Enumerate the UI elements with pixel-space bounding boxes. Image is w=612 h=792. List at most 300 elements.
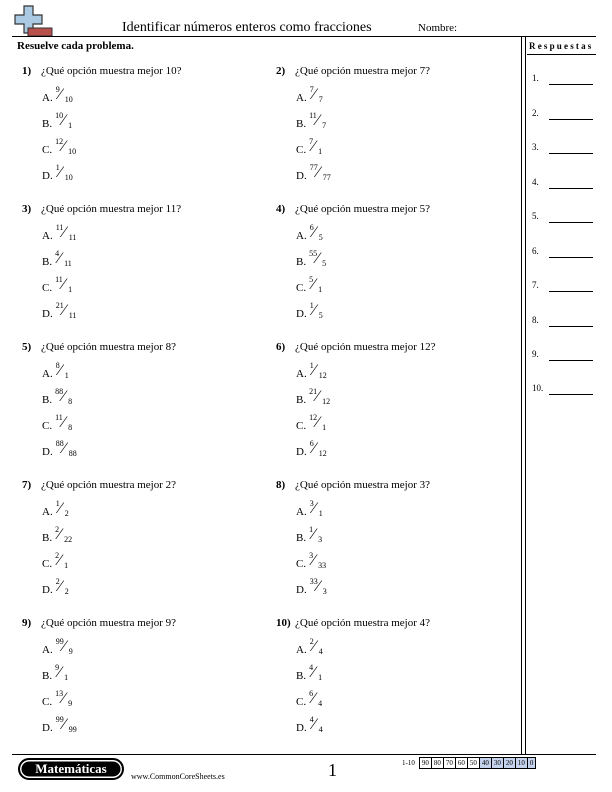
- fraction-slash: ⁄: [62, 224, 66, 241]
- fraction-slash: ⁄: [58, 526, 61, 543]
- fraction-denominator: 4: [318, 647, 323, 656]
- fraction-numerator: 1: [309, 361, 314, 370]
- footer-rule: [12, 754, 596, 755]
- problem-question: ¿Qué opción muestra mejor 9?: [41, 617, 177, 629]
- answer-number: 4.: [532, 177, 539, 187]
- fraction-slash: ⁄: [58, 164, 62, 181]
- problem-question: ¿Qué opción muestra mejor 2?: [41, 479, 177, 491]
- option-letter: C.: [42, 696, 53, 708]
- option-letter: A.: [42, 644, 53, 656]
- option-letter: B.: [296, 394, 307, 406]
- answer-option[interactable]: [296, 577, 350, 598]
- fraction: [309, 637, 350, 658]
- fraction: [55, 637, 96, 658]
- answer-option[interactable]: [296, 163, 350, 184]
- answer-option[interactable]: [42, 637, 96, 658]
- answer-option[interactable]: [42, 223, 96, 244]
- answer-blank[interactable]: [549, 291, 593, 292]
- fraction-slash: ⁄: [312, 552, 315, 569]
- option-letter: D.: [42, 722, 53, 734]
- answer-option[interactable]: [42, 413, 95, 434]
- fraction-denominator: 3: [322, 587, 327, 596]
- answer-option[interactable]: [42, 163, 96, 184]
- fraction-numerator: 4: [309, 663, 314, 672]
- fraction: [309, 413, 349, 434]
- fraction: [309, 301, 350, 322]
- answer-row: [532, 246, 596, 260]
- fraction: [309, 361, 350, 382]
- problem: [22, 65, 252, 195]
- problem-number: 3): [22, 203, 32, 215]
- fraction-slash: ⁄: [312, 500, 316, 517]
- fraction-denominator: 4: [318, 725, 323, 734]
- score-cell: 40: [479, 758, 491, 769]
- fraction: [55, 249, 95, 270]
- fraction-denominator: 7: [318, 95, 323, 104]
- problem: [276, 65, 506, 195]
- fraction-numerator: 11: [55, 275, 63, 284]
- option-letter: B.: [42, 118, 53, 130]
- answer-option[interactable]: [42, 387, 95, 408]
- answer-number: 8.: [532, 315, 539, 325]
- answer-row: [532, 383, 596, 397]
- fraction-numerator: 12: [309, 413, 318, 422]
- option-letter: C.: [42, 144, 53, 156]
- fraction-denominator: 8: [68, 423, 73, 432]
- problem-number: 6): [276, 341, 286, 353]
- fraction-slash: ⁄: [316, 250, 319, 267]
- fraction-numerator: 1: [309, 525, 314, 534]
- fraction-denominator: 11: [68, 233, 77, 242]
- fraction-denominator: 1: [64, 371, 69, 380]
- fraction: [55, 525, 95, 546]
- fraction-numerator: 11: [55, 223, 64, 232]
- answer-row: [532, 315, 596, 329]
- fraction: [55, 499, 96, 520]
- answer-option[interactable]: [296, 499, 350, 520]
- fraction: [309, 387, 349, 408]
- answer-option[interactable]: [296, 249, 349, 270]
- site-url: www.CommonCoreSheets.es: [131, 772, 225, 781]
- score-cell: 70: [443, 758, 455, 769]
- problem-question: ¿Qué opción muestra mejor 5?: [295, 203, 431, 215]
- answer-option[interactable]: [42, 525, 95, 546]
- answer-row: [532, 349, 596, 363]
- fraction-denominator: 1: [64, 561, 69, 570]
- fraction-slash: ⁄: [312, 224, 316, 241]
- fraction-numerator: 5: [309, 275, 314, 284]
- fraction: [309, 111, 349, 132]
- score-table: [400, 757, 536, 769]
- fraction-numerator: 88: [55, 439, 64, 448]
- problem-question: ¿Qué opción muestra mejor 10?: [41, 65, 182, 77]
- answer-option[interactable]: [42, 439, 96, 460]
- fraction-denominator: 1: [318, 509, 323, 518]
- option-letter: C.: [42, 558, 53, 570]
- answer-option[interactable]: [42, 715, 96, 736]
- fraction: [309, 551, 349, 572]
- problem-question: ¿Qué opción muestra mejor 12?: [295, 341, 436, 353]
- fraction-slash: ⁄: [62, 638, 66, 655]
- answer-blank[interactable]: [549, 188, 593, 189]
- answer-option[interactable]: [42, 551, 95, 572]
- answer-number: 6.: [532, 246, 539, 256]
- problem-number: 8): [276, 479, 286, 491]
- fraction-numerator: 7: [309, 137, 314, 146]
- fraction-numerator: 3: [309, 499, 314, 508]
- fraction: [55, 111, 95, 132]
- answer-option[interactable]: [296, 525, 349, 546]
- fraction: [55, 361, 96, 382]
- plus-minus-logo-icon: [10, 4, 56, 38]
- option-letter: B.: [42, 256, 53, 268]
- problem-number: 2): [276, 65, 286, 77]
- score-cell: 50: [467, 758, 479, 769]
- fraction-slash: ⁄: [58, 362, 62, 379]
- fraction-denominator: 1: [64, 673, 69, 682]
- fraction-denominator: 11: [64, 259, 72, 268]
- answer-blank[interactable]: [549, 326, 593, 327]
- fraction-numerator: 55: [309, 249, 318, 258]
- fraction-numerator: 33: [309, 577, 318, 586]
- fraction-numerator: 8: [55, 361, 60, 370]
- answer-number: 9.: [532, 349, 539, 359]
- fraction: [309, 223, 350, 244]
- answer-blank[interactable]: [549, 84, 593, 85]
- option-letter: B.: [42, 532, 53, 544]
- fraction-denominator: 12: [322, 397, 331, 406]
- fraction-slash: ⁄: [316, 388, 319, 405]
- fraction-slash: ⁄: [58, 552, 61, 569]
- answer-option[interactable]: [42, 275, 95, 296]
- fraction-slash: ⁄: [312, 302, 316, 319]
- fraction-numerator: 6: [309, 689, 314, 698]
- answer-row: [532, 108, 596, 122]
- fraction: [309, 163, 350, 184]
- answer-option[interactable]: [42, 577, 96, 598]
- answer-number: 3.: [532, 142, 539, 152]
- answer-option[interactable]: [42, 249, 95, 270]
- problem-question: ¿Qué opción muestra mejor 11?: [41, 203, 182, 215]
- answer-column-divider: [521, 36, 522, 754]
- fraction-denominator: 1: [318, 673, 323, 682]
- fraction: [309, 137, 349, 158]
- fraction-slash: ⁄: [62, 112, 65, 129]
- fraction-numerator: 12: [55, 137, 64, 146]
- option-letter: B.: [296, 118, 307, 130]
- fraction: [55, 551, 95, 572]
- problem: [276, 203, 506, 333]
- option-letter: B.: [296, 670, 307, 682]
- fraction-denominator: 11: [68, 311, 77, 320]
- fraction-numerator: 6: [309, 439, 314, 448]
- answer-row: [532, 142, 596, 156]
- problem-number: 4): [276, 203, 286, 215]
- fraction-denominator: 9: [68, 699, 73, 708]
- fraction-denominator: 88: [68, 449, 77, 458]
- score-cell: 10: [515, 758, 527, 769]
- problem: [276, 617, 506, 747]
- problem: [22, 203, 252, 333]
- problem-question: ¿Qué opción muestra mejor 7?: [295, 65, 431, 77]
- option-letter: A.: [296, 644, 307, 656]
- answer-blank[interactable]: [549, 360, 593, 361]
- problem: [276, 341, 506, 471]
- fraction-slash: ⁄: [58, 86, 62, 103]
- score-cell: 80: [431, 758, 443, 769]
- answer-option[interactable]: [296, 387, 349, 408]
- problem: [22, 479, 252, 609]
- fraction-numerator: 2: [309, 637, 314, 646]
- problem-number: 10): [276, 617, 291, 629]
- fraction-denominator: 99: [68, 725, 77, 734]
- answer-row: [532, 177, 596, 191]
- answer-option[interactable]: [296, 111, 349, 132]
- answer-option[interactable]: [296, 137, 349, 158]
- fraction: [309, 439, 350, 460]
- fraction-denominator: 1: [322, 423, 327, 432]
- problem-question: ¿Qué opción muestra mejor 8?: [41, 341, 177, 353]
- answer-option[interactable]: [42, 85, 96, 106]
- answer-number: 1.: [532, 73, 539, 83]
- fraction-slash: ⁄: [62, 302, 66, 319]
- answer-option[interactable]: [42, 301, 96, 322]
- fraction-slash: ⁄: [62, 716, 66, 733]
- fraction-denominator: 3: [318, 535, 323, 544]
- fraction-slash: ⁄: [62, 690, 65, 707]
- option-letter: A.: [42, 92, 53, 104]
- fraction-denominator: 10: [64, 173, 73, 182]
- fraction-numerator: 1: [55, 499, 60, 508]
- option-letter: A.: [42, 506, 53, 518]
- fraction-denominator: 1: [318, 147, 323, 156]
- answer-blank[interactable]: [549, 119, 593, 120]
- fraction-slash: ⁄: [316, 578, 320, 595]
- fraction-numerator: 77: [309, 163, 318, 172]
- answer-option[interactable]: [296, 439, 350, 460]
- problem-number: 1): [22, 65, 32, 77]
- fraction: [309, 525, 349, 546]
- answer-option[interactable]: [296, 85, 350, 106]
- fraction: [55, 577, 96, 598]
- answer-blank[interactable]: [549, 153, 593, 154]
- answer-blank[interactable]: [549, 394, 593, 395]
- answer-option[interactable]: [296, 551, 349, 572]
- option-letter: A.: [296, 506, 307, 518]
- answer-row: [532, 73, 596, 87]
- option-letter: A.: [296, 230, 307, 242]
- answer-option[interactable]: [296, 689, 349, 710]
- fraction-denominator: 10: [68, 147, 77, 156]
- option-letter: D.: [296, 584, 307, 596]
- fraction-numerator: 6: [309, 223, 314, 232]
- option-letter: A.: [296, 368, 307, 380]
- fraction: [55, 223, 96, 244]
- fraction-numerator: 1: [55, 163, 60, 172]
- answer-column-divider-inner: [525, 36, 526, 754]
- fraction-slash: ⁄: [316, 112, 319, 129]
- fraction-denominator: 77: [322, 173, 331, 182]
- answer-option[interactable]: [296, 715, 350, 736]
- answer-option[interactable]: [42, 111, 95, 132]
- fraction: [55, 85, 96, 106]
- fraction: [309, 577, 350, 598]
- subject-badge: Matemáticas: [18, 758, 124, 780]
- fraction: [55, 301, 96, 322]
- option-letter: B.: [296, 256, 307, 268]
- option-letter: D.: [42, 584, 53, 596]
- fraction-slash: ⁄: [312, 638, 316, 655]
- fraction-slash: ⁄: [312, 276, 315, 293]
- fraction-slash: ⁄: [62, 138, 65, 155]
- fraction-numerator: 99: [55, 637, 64, 646]
- problem: [22, 341, 252, 471]
- answer-number: 7.: [532, 280, 539, 290]
- fraction-slash: ⁄: [58, 664, 61, 681]
- score-cell: 0: [527, 758, 536, 769]
- fraction-numerator: 9: [55, 85, 60, 94]
- fraction-numerator: 21: [309, 387, 318, 396]
- answer-blank[interactable]: [549, 257, 593, 258]
- problem-question: ¿Qué opción muestra mejor 4?: [295, 617, 431, 629]
- fraction-numerator: 21: [55, 301, 64, 310]
- fraction-denominator: 9: [68, 647, 73, 656]
- answer-blank[interactable]: [549, 222, 593, 223]
- name-label: Nombre:: [418, 22, 458, 34]
- page-title: Identificar números enteros como fracciones: [122, 20, 372, 35]
- option-letter: D.: [296, 446, 307, 458]
- option-letter: C.: [42, 420, 53, 432]
- fraction-denominator: 2: [64, 587, 69, 596]
- problem-number: 5): [22, 341, 32, 353]
- problem: [276, 479, 506, 609]
- answer-number: 2.: [532, 108, 539, 118]
- fraction-slash: ⁄: [312, 664, 315, 681]
- instructions: Resuelve cada problema.: [17, 40, 134, 52]
- fraction-slash: ⁄: [316, 414, 319, 431]
- fraction-slash: ⁄: [58, 500, 62, 517]
- option-letter: D.: [296, 170, 307, 182]
- fraction: [309, 275, 349, 296]
- answer-option[interactable]: [42, 137, 95, 158]
- fraction-denominator: 1: [68, 285, 73, 294]
- fraction-slash: ⁄: [312, 138, 315, 155]
- fraction-slash: ⁄: [312, 526, 315, 543]
- fraction: [55, 413, 95, 434]
- fraction-numerator: 2: [55, 577, 60, 586]
- answers-heading: Respuestas: [529, 41, 594, 51]
- answer-option[interactable]: [296, 301, 350, 322]
- option-letter: D.: [296, 722, 307, 734]
- score-range-label: 1-10: [402, 759, 415, 767]
- answer-option[interactable]: [42, 663, 95, 684]
- fraction-denominator: 2: [64, 509, 69, 518]
- option-letter: A.: [42, 368, 53, 380]
- fraction: [309, 689, 349, 710]
- option-letter: B.: [42, 670, 53, 682]
- answer-option[interactable]: [296, 223, 350, 244]
- answer-option[interactable]: [296, 637, 350, 658]
- score-cell: 30: [491, 758, 503, 769]
- option-letter: D.: [42, 170, 53, 182]
- fraction-denominator: 33: [318, 561, 327, 570]
- answer-option[interactable]: [296, 663, 349, 684]
- problem-question: ¿Qué opción muestra mejor 3?: [295, 479, 431, 491]
- fraction-slash: ⁄: [312, 362, 316, 379]
- score-cell: 20: [503, 758, 515, 769]
- option-letter: C.: [42, 282, 53, 294]
- fraction: [55, 387, 95, 408]
- problem-number: 7): [22, 479, 32, 491]
- fraction-slash: ⁄: [62, 276, 65, 293]
- fraction-numerator: 11: [309, 111, 317, 120]
- fraction-numerator: 99: [55, 715, 64, 724]
- answer-option[interactable]: [296, 361, 350, 382]
- fraction-slash: ⁄: [58, 578, 62, 595]
- option-letter: D.: [296, 308, 307, 320]
- answer-option[interactable]: [296, 275, 349, 296]
- option-letter: A.: [296, 92, 307, 104]
- fraction-slash: ⁄: [312, 690, 315, 707]
- option-letter: C.: [296, 144, 307, 156]
- option-letter: A.: [42, 230, 53, 242]
- fraction-slash: ⁄: [62, 388, 65, 405]
- fraction-numerator: 2: [55, 525, 60, 534]
- fraction-numerator: 3: [309, 551, 314, 560]
- fraction: [55, 275, 95, 296]
- fraction-slash: ⁄: [312, 716, 316, 733]
- fraction-numerator: 4: [309, 715, 314, 724]
- fraction-slash: ⁄: [62, 414, 65, 431]
- fraction-denominator: 10: [64, 95, 73, 104]
- fraction: [55, 715, 96, 736]
- fraction-denominator: 5: [318, 233, 323, 242]
- option-letter: C.: [296, 282, 307, 294]
- score-cell: 60: [455, 758, 467, 769]
- option-letter: C.: [296, 696, 307, 708]
- answer-number: 5.: [532, 211, 539, 221]
- fraction: [309, 85, 350, 106]
- answer-option[interactable]: [296, 413, 349, 434]
- fraction-slash: ⁄: [312, 440, 316, 457]
- fraction-numerator: 10: [55, 111, 64, 120]
- fraction-numerator: 4: [55, 249, 60, 258]
- fraction: [309, 499, 350, 520]
- fraction-denominator: 8: [68, 397, 73, 406]
- fraction: [55, 663, 95, 684]
- fraction-numerator: 9: [55, 663, 60, 672]
- answer-option[interactable]: [42, 499, 96, 520]
- problem: [22, 617, 252, 747]
- fraction: [309, 249, 349, 270]
- page-number: 1: [328, 760, 337, 780]
- fraction: [55, 689, 95, 710]
- fraction-denominator: 12: [318, 449, 327, 458]
- fraction-slash: ⁄: [312, 86, 316, 103]
- fraction-numerator: 2: [55, 551, 60, 560]
- fraction-denominator: 7: [322, 121, 327, 130]
- fraction-slash: ⁄: [58, 250, 61, 267]
- option-letter: B.: [42, 394, 53, 406]
- header-rule: [12, 36, 596, 37]
- option-letter: D.: [42, 446, 53, 458]
- problem-number: 9): [22, 617, 32, 629]
- answer-option[interactable]: [42, 689, 95, 710]
- fraction-denominator: 5: [318, 311, 323, 320]
- answer-option[interactable]: [42, 361, 96, 382]
- fraction-numerator: 11: [55, 413, 63, 422]
- fraction-denominator: 12: [318, 371, 327, 380]
